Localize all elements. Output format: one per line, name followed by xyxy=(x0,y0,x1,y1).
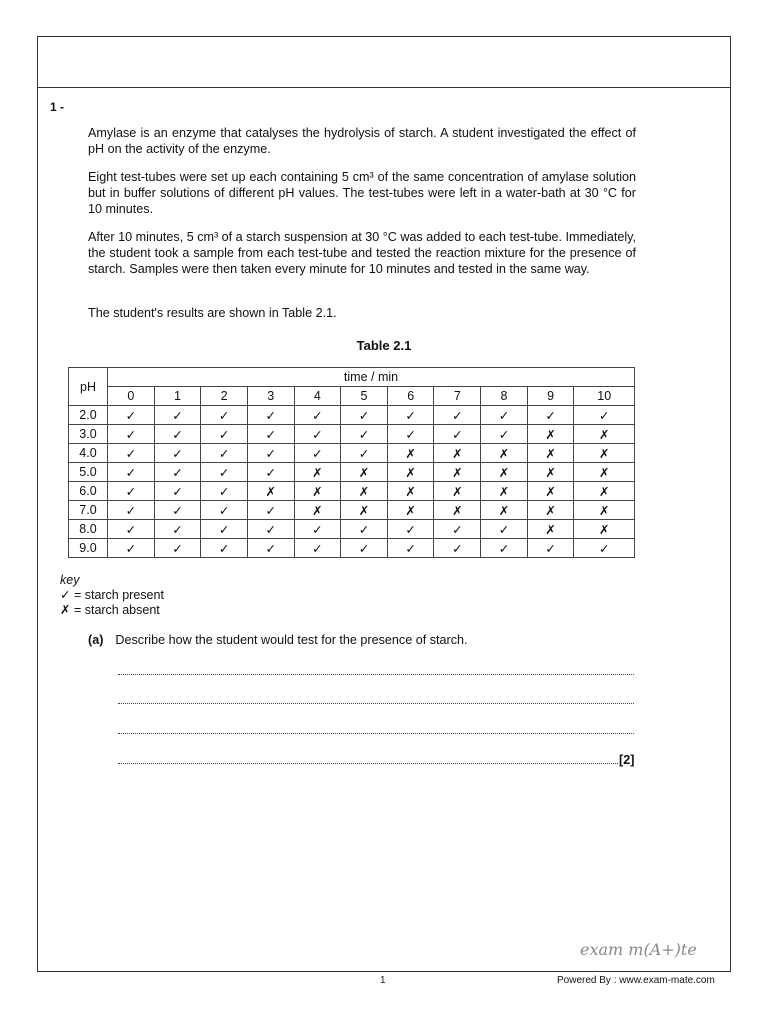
paragraph-3: After 10 minutes, 5 cm³ of a starch suspension at 30 °C was added to each test-tube. Immediately, the student took a sample from each test-tube and tested the reaction mixture for the presence of starch. Samples were then taken every minute for 10 minutes and tested in the same way. xyxy=(88,230,637,276)
result-cell: ✓ xyxy=(154,406,201,425)
result-cell: ✓ xyxy=(294,406,341,425)
key-title: key xyxy=(60,573,80,587)
question-a-label: (a) xyxy=(88,633,104,647)
result-cell: ✗ xyxy=(574,520,635,539)
time-header: time / min xyxy=(108,368,635,387)
table-row xyxy=(69,406,635,425)
result-cell: ✓ xyxy=(154,463,201,482)
time-cell: 4 xyxy=(294,387,341,406)
table-title: Table 2.1 xyxy=(356,338,412,353)
exam-mate-logo: exam m(A+)te xyxy=(580,940,697,959)
result-cell: ✗ xyxy=(574,482,635,501)
result-cell: ✗ xyxy=(294,482,341,501)
ph-cell: 4.0 xyxy=(69,444,108,463)
result-cell: ✓ xyxy=(154,444,201,463)
result-cell: ✓ xyxy=(434,406,481,425)
result-cell: ✓ xyxy=(201,482,248,501)
result-cell: ✗ xyxy=(341,501,388,520)
result-cell: ✓ xyxy=(201,539,248,558)
result-cell: ✗ xyxy=(574,425,635,444)
paragraph-2: Eight test-tubes were set up each containing 5 cm³ of the same concentration of amylase solution but in buffer solutions of different pH values. The test-tubes were left in a water-bath at 30 °C for 10 minutes. xyxy=(88,170,636,216)
result-cell: ✓ xyxy=(387,425,434,444)
result-cell: ✓ xyxy=(481,520,528,539)
result-cell: ✗ xyxy=(574,501,635,520)
result-cell: ✗ xyxy=(434,463,481,482)
page-number: 1 xyxy=(380,975,386,986)
table-row xyxy=(69,520,635,539)
result-cell: ✓ xyxy=(108,501,155,520)
result-cell: ✗ xyxy=(434,501,481,520)
result-cell: ✗ xyxy=(527,463,574,482)
header-box xyxy=(37,36,731,88)
time-cell: 10 xyxy=(574,387,635,406)
result-cell: ✓ xyxy=(154,520,201,539)
result-cell: ✓ xyxy=(247,501,294,520)
result-cell: ✓ xyxy=(341,425,388,444)
time-cell: 8 xyxy=(481,387,528,406)
result-cell: ✗ xyxy=(247,482,294,501)
result-cell: ✗ xyxy=(341,463,388,482)
result-cell: ✓ xyxy=(201,463,248,482)
result-cell: ✗ xyxy=(527,520,574,539)
time-cell: 9 xyxy=(527,387,574,406)
result-cell: ✓ xyxy=(341,520,388,539)
answer-line[interactable] xyxy=(118,763,618,764)
marks: [2] xyxy=(619,753,635,767)
answer-line[interactable] xyxy=(118,674,634,675)
result-cell: ✗ xyxy=(294,501,341,520)
result-cell: ✗ xyxy=(341,482,388,501)
result-cell: ✓ xyxy=(108,482,155,501)
result-cell: ✗ xyxy=(387,444,434,463)
table-row xyxy=(69,539,635,558)
key-absent: ✗ = starch absent xyxy=(60,603,160,617)
table-row xyxy=(69,425,635,444)
ph-cell: 8.0 xyxy=(69,520,108,539)
result-cell: ✓ xyxy=(247,539,294,558)
result-cell: ✓ xyxy=(201,444,248,463)
key xyxy=(60,573,164,618)
result-cell: ✓ xyxy=(154,501,201,520)
result-cell: ✓ xyxy=(201,425,248,444)
result-cell: ✓ xyxy=(294,520,341,539)
result-cell: ✓ xyxy=(387,520,434,539)
result-cell: ✓ xyxy=(108,444,155,463)
result-cell: ✓ xyxy=(387,406,434,425)
result-cell: ✓ xyxy=(201,501,248,520)
result-cell: ✓ xyxy=(247,444,294,463)
time-cell: 2 xyxy=(201,387,248,406)
result-cell: ✓ xyxy=(574,406,635,425)
result-cell: ✗ xyxy=(574,444,635,463)
ph-cell: 9.0 xyxy=(69,539,108,558)
table-row xyxy=(69,482,635,501)
result-cell: ✓ xyxy=(481,406,528,425)
result-cell: ✓ xyxy=(341,539,388,558)
result-cell: ✗ xyxy=(527,425,574,444)
result-cell: ✓ xyxy=(108,463,155,482)
result-cell: ✗ xyxy=(434,482,481,501)
result-cell: ✗ xyxy=(481,463,528,482)
time-cell: 6 xyxy=(387,387,434,406)
result-cell: ✓ xyxy=(247,463,294,482)
result-cell: ✗ xyxy=(527,501,574,520)
result-cell: ✗ xyxy=(481,444,528,463)
result-cell: ✓ xyxy=(387,539,434,558)
result-cell: ✓ xyxy=(201,520,248,539)
result-cell: ✓ xyxy=(247,425,294,444)
paragraph-1: Amylase is an enzyme that catalyses the hydrolysis of starch. A student investigated the effect of pH on the activity of the enzyme. xyxy=(88,126,636,156)
result-cell: ✓ xyxy=(108,520,155,539)
time-cell: 7 xyxy=(434,387,481,406)
question-a-text: Describe how the student would test for the presence of starch. xyxy=(115,633,468,647)
result-cell: ✓ xyxy=(574,539,635,558)
result-cell: ✓ xyxy=(341,444,388,463)
result-cell: ✓ xyxy=(434,539,481,558)
result-cell: ✓ xyxy=(247,520,294,539)
result-cell: ✓ xyxy=(341,406,388,425)
answer-line[interactable] xyxy=(118,733,634,734)
table-row xyxy=(69,501,635,520)
ph-cell: 7.0 xyxy=(69,501,108,520)
question-number: 1 - xyxy=(50,100,65,114)
paragraph-4: The student's results are shown in Table 2.1. xyxy=(88,306,337,320)
result-cell: ✗ xyxy=(387,501,434,520)
table-row xyxy=(69,444,635,463)
result-cell: ✗ xyxy=(527,444,574,463)
result-cell: ✓ xyxy=(434,425,481,444)
result-cell: ✓ xyxy=(481,539,528,558)
time-cell: 0 xyxy=(108,387,155,406)
time-cell: 1 xyxy=(154,387,201,406)
result-cell: ✓ xyxy=(154,425,201,444)
key-present: ✓ = starch present xyxy=(60,588,164,602)
result-cell: ✓ xyxy=(247,406,294,425)
result-cell: ✓ xyxy=(294,539,341,558)
result-cell: ✗ xyxy=(294,463,341,482)
result-cell: ✗ xyxy=(527,482,574,501)
result-cell: ✗ xyxy=(481,482,528,501)
result-cell: ✗ xyxy=(387,463,434,482)
result-cell: ✓ xyxy=(481,425,528,444)
result-cell: ✓ xyxy=(108,406,155,425)
ph-cell: 6.0 xyxy=(69,482,108,501)
result-cell: ✓ xyxy=(434,520,481,539)
results-table xyxy=(68,367,635,558)
result-cell: ✓ xyxy=(154,539,201,558)
result-cell: ✓ xyxy=(201,406,248,425)
ph-cell: 3.0 xyxy=(69,425,108,444)
result-cell: ✓ xyxy=(294,425,341,444)
result-cell: ✓ xyxy=(294,444,341,463)
result-cell: ✓ xyxy=(108,539,155,558)
result-cell: ✗ xyxy=(434,444,481,463)
question-a xyxy=(88,633,468,647)
result-cell: ✗ xyxy=(387,482,434,501)
table-row xyxy=(69,463,635,482)
ph-cell: 5.0 xyxy=(69,463,108,482)
result-cell: ✗ xyxy=(481,501,528,520)
result-cell: ✗ xyxy=(574,463,635,482)
ph-cell: 2.0 xyxy=(69,406,108,425)
result-cell: ✓ xyxy=(527,539,574,558)
result-cell: ✓ xyxy=(108,425,155,444)
ph-header: pH xyxy=(69,368,108,406)
time-cell: 5 xyxy=(341,387,388,406)
result-cell: ✓ xyxy=(154,482,201,501)
powered-by: Powered By : www.exam-mate.com xyxy=(557,975,715,986)
answer-line[interactable] xyxy=(118,703,634,704)
time-cell: 3 xyxy=(247,387,294,406)
result-cell: ✓ xyxy=(527,406,574,425)
